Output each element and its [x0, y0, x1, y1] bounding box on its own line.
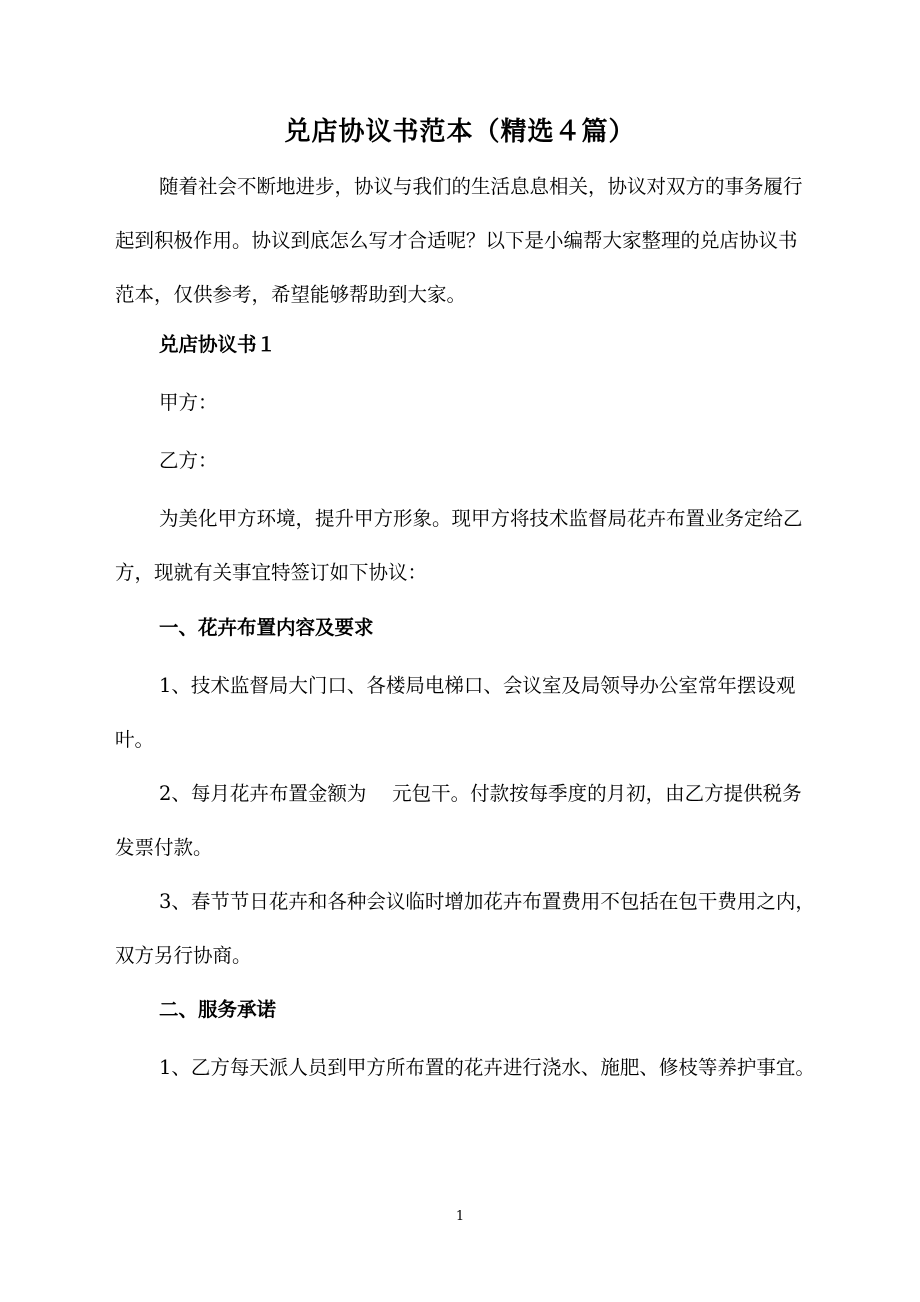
section-heading: 兑店协议书１ [159, 333, 277, 356]
clause-2-item: 1、乙方每天派人员到甲方所布置的花卉进行浇水、施肥、修枝等养护事宜。 [159, 1056, 815, 1079]
clause-1-item: 3、春节节日花卉和各种会议临时增加花卉布置费用不包括在包干费用之内，双方另行协商。 [115, 890, 815, 967]
party-b-label: 乙方： [159, 449, 218, 472]
clause-2-heading: 二、服务承诺 [159, 998, 277, 1021]
clause-1-heading: 一、花卉布置内容及要求 [159, 616, 374, 639]
clause-1-item: 2、每月花卉布置金额为 元包干。付款按每季度的月初，由乙方提供税务发票付款。 [115, 782, 802, 859]
page-number: 1 [455, 1209, 465, 1224]
clause-1-item: 1、技术监督局大门口、各楼局电梯口、会议室及局领导办公室常年摆设观叶。 [115, 674, 796, 751]
document-title: 兑店协议书范本（精选４篇） [284, 117, 636, 147]
party-a-label: 甲方： [159, 391, 218, 414]
intro-paragraph: 随着社会不断地进步，协议与我们的生活息息相关，协议对双方的事务履行起到积极作用。协议到底怎么写才合适呢？以下是小编帮大家整理的兑店协议书范本，仅供参考，希望能够帮助到大家。 [115, 175, 803, 306]
purpose-paragraph: 为美化甲方环境，提升甲方形象。现甲方将技术监督局花卉布置业务定给乙方，现就有关事宜特签订如下协议： [115, 507, 803, 584]
